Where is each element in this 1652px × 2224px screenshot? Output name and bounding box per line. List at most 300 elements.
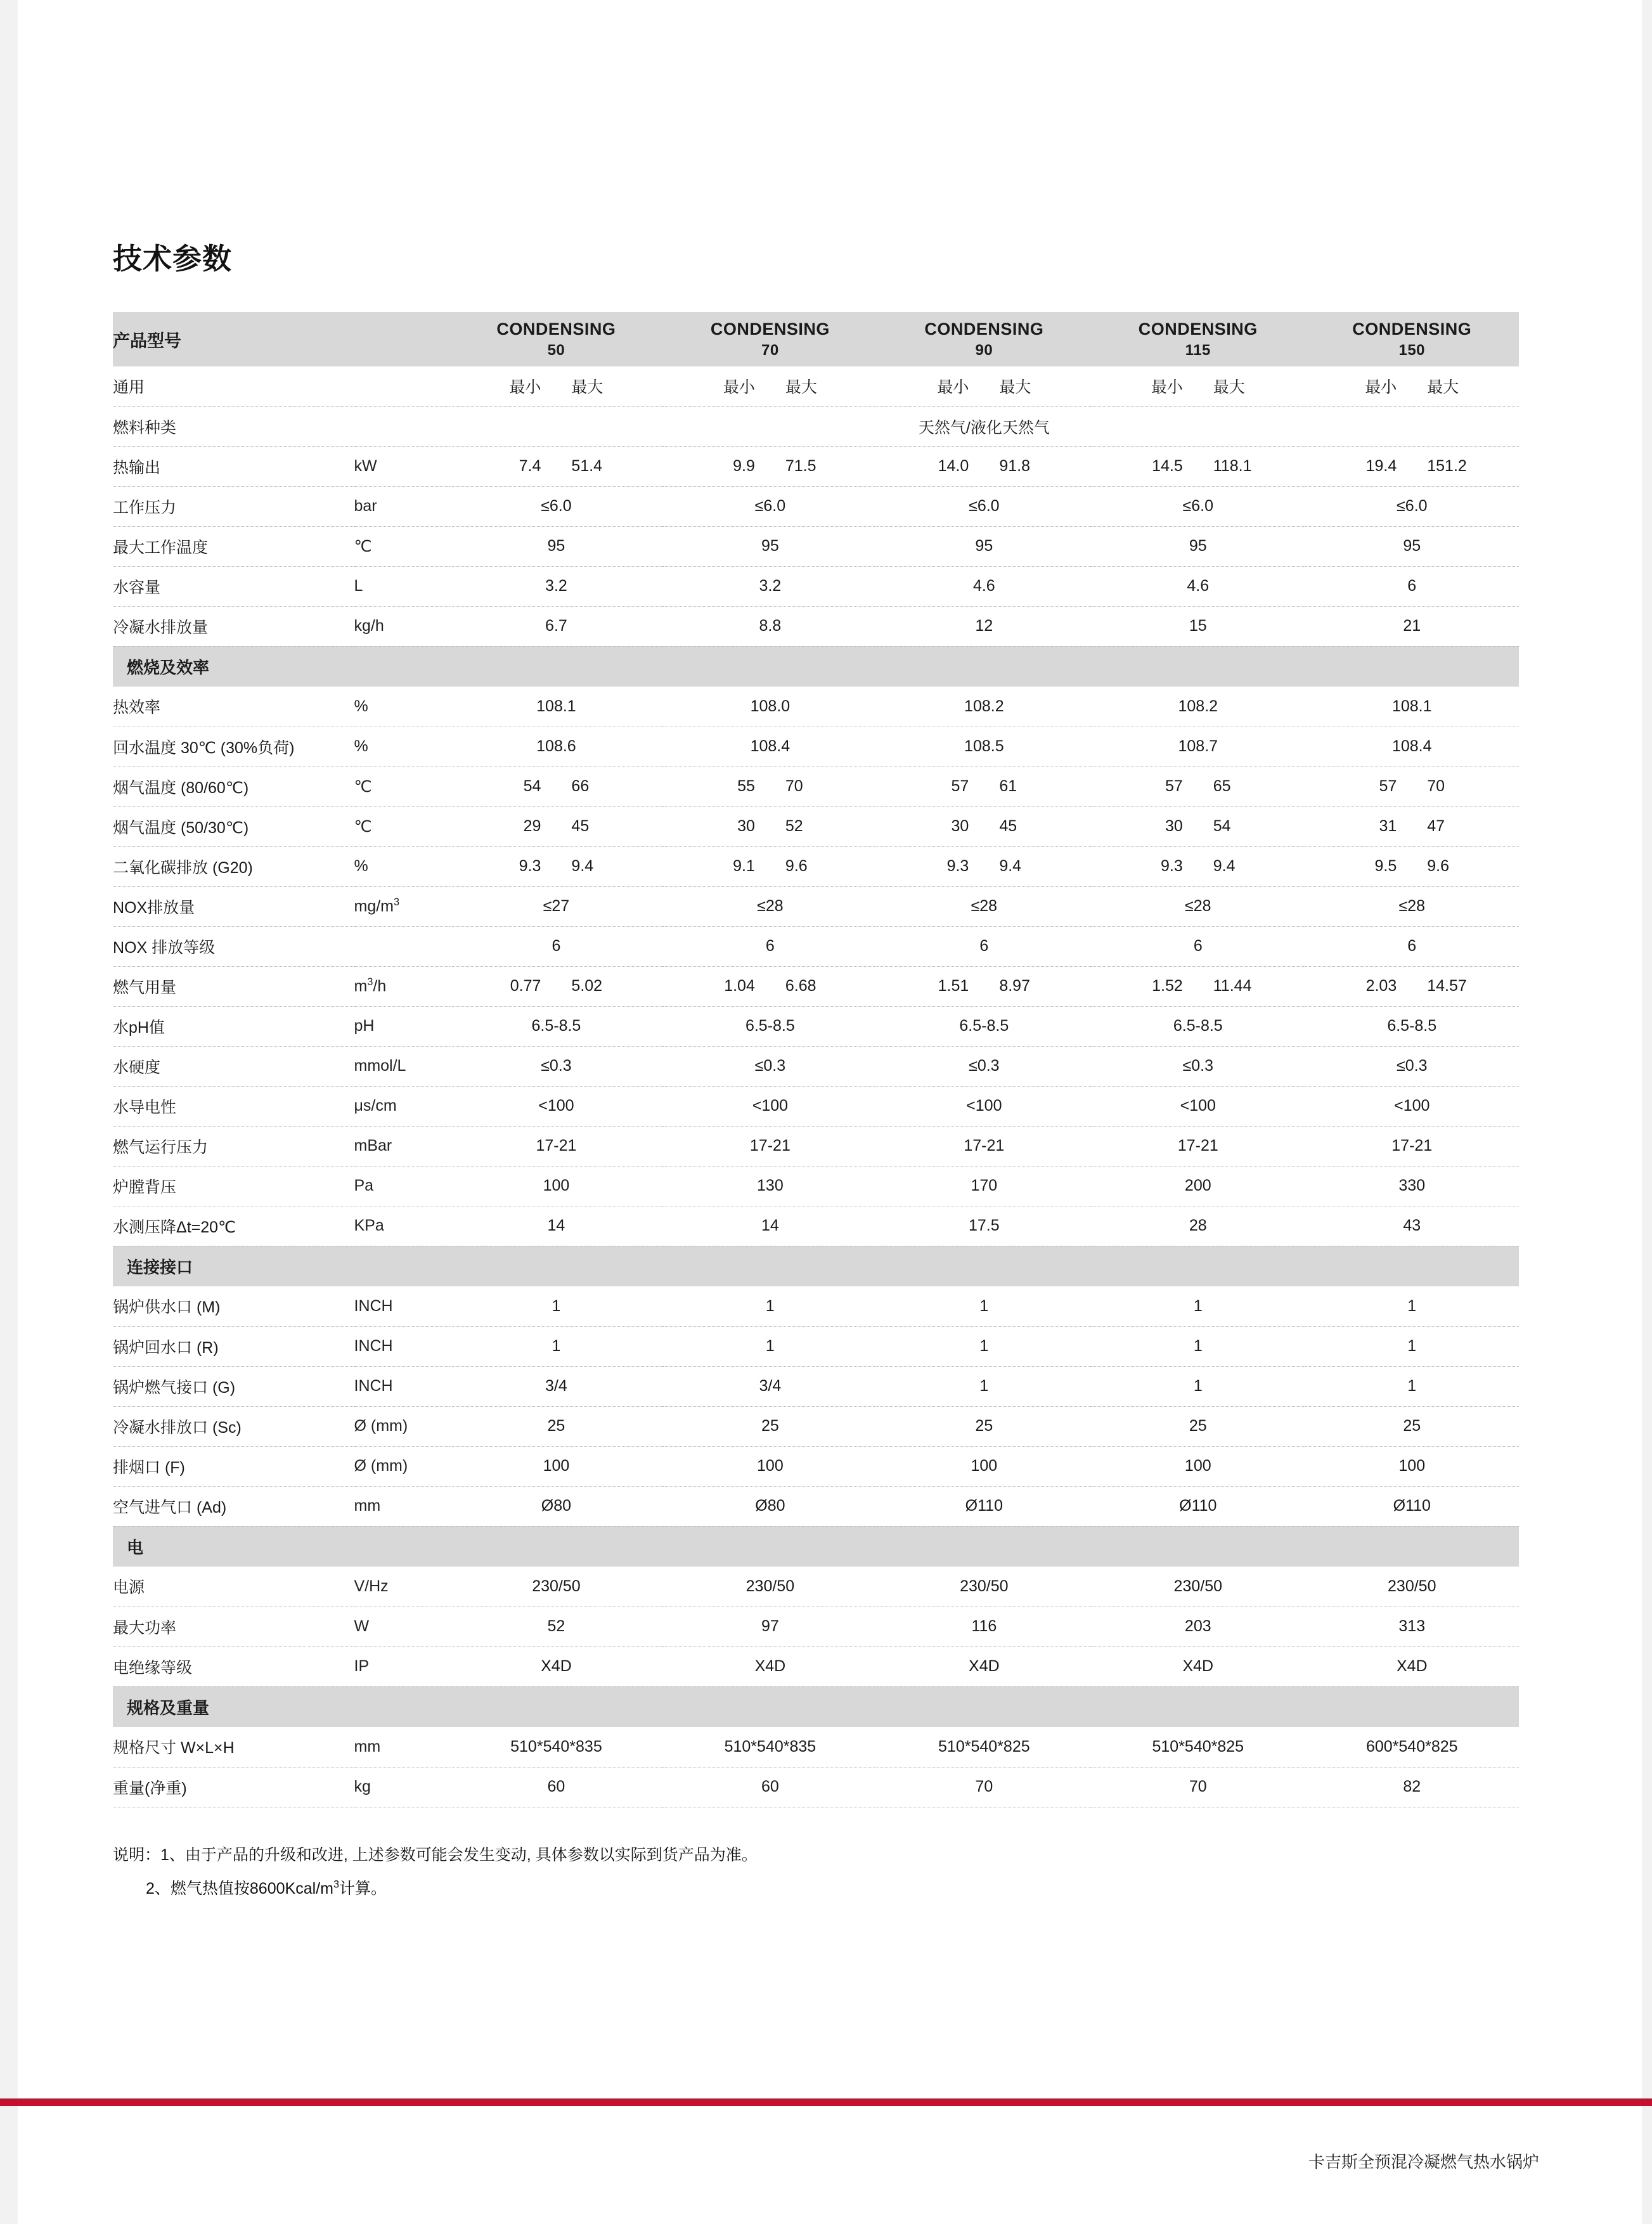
row-value-cell: 230/50: [449, 1567, 663, 1607]
row-unit: KPa: [354, 1206, 449, 1246]
row-label: 冷凝水排放口 (Sc): [113, 1406, 354, 1446]
row-value-cell: [877, 846, 1091, 886]
row-value-cell: 6.5-8.5: [449, 1006, 663, 1046]
row-value-cell: [1091, 446, 1305, 486]
section-title: 连接接口: [127, 1257, 193, 1277]
row-value-cell: 1: [1305, 1366, 1519, 1406]
row-unit: ℃: [354, 766, 449, 806]
row-unit: INCH: [354, 1286, 449, 1326]
row-unit: bar: [354, 486, 449, 526]
table-row: [113, 1446, 1519, 1486]
value-min: 1.52: [1152, 977, 1183, 995]
row-value-cell: 108.4: [1305, 727, 1519, 766]
value-max: 65: [1213, 777, 1231, 795]
row-value-cell: 15: [1091, 606, 1305, 646]
table-row: [113, 1046, 1519, 1086]
row-value-cell: [449, 446, 663, 486]
table-row: [113, 1006, 1519, 1046]
row-value-cell: 1: [449, 1326, 663, 1366]
row-value-cell: 12: [877, 606, 1091, 646]
row-value-cell: 4.6: [877, 566, 1091, 606]
section-header-row: [113, 1526, 1519, 1567]
value-max: 14.57: [1427, 977, 1467, 995]
row-value-cell: ≤0.3: [1305, 1046, 1519, 1086]
row-unit: mm: [354, 1486, 449, 1526]
value-max: 9.4: [1213, 857, 1236, 875]
row-value-cell: 17.5: [877, 1206, 1091, 1246]
row-value-cell: ≤0.3: [663, 1046, 877, 1086]
value-max: 47: [1427, 817, 1445, 835]
value-min: 57: [1165, 777, 1183, 795]
value-min: 1.51: [938, 977, 969, 995]
table-row: [113, 846, 1519, 886]
row-value-cell: [663, 806, 877, 846]
table-row: [113, 1767, 1519, 1807]
section-title: 电: [127, 1537, 144, 1557]
value-max: 91.8: [999, 457, 1030, 475]
row-value-cell: 510*540*835: [663, 1727, 877, 1767]
value-min: 9.5: [1374, 857, 1397, 875]
model-brand: CONDENSING: [496, 319, 616, 339]
model-number: 50: [547, 342, 565, 359]
table-row: [113, 566, 1519, 606]
row-unit: kW: [354, 446, 449, 486]
row-value-cell: 108.1: [1305, 687, 1519, 727]
row-label: 冷凝水排放量: [113, 606, 354, 646]
row-value-cell: [449, 846, 663, 886]
row-value-cell: 510*540*825: [877, 1727, 1091, 1767]
row-value-cell: 8.8: [663, 606, 877, 646]
row-value-cell: [1305, 366, 1519, 406]
row-value-cell: 100: [1091, 1446, 1305, 1486]
row-value-cell: ≤0.3: [1091, 1046, 1305, 1086]
row-value-cell: Ø110: [1091, 1486, 1305, 1526]
value-max: 9.6: [1427, 857, 1450, 875]
row-value-cell: 6: [1305, 926, 1519, 966]
row-value-cell: Ø110: [1305, 1486, 1519, 1526]
value-max: 70: [785, 777, 803, 795]
row-value-cell: 3.2: [663, 566, 877, 606]
row-label: 最大功率: [113, 1607, 354, 1646]
model-header-90: [877, 312, 1091, 366]
value-max: 52: [785, 817, 803, 835]
value-max: 51.4: [571, 457, 603, 475]
row-value-cell: 3/4: [663, 1366, 877, 1406]
row-value-cell: 200: [1091, 1166, 1305, 1206]
row-value-cell: 6.5-8.5: [877, 1006, 1091, 1046]
row-value-cell: 17-21: [1305, 1126, 1519, 1166]
row-unit: IP: [354, 1646, 449, 1686]
row-value-cell: 70: [877, 1767, 1091, 1807]
table-row: [113, 727, 1519, 766]
row-label: 锅炉燃气接口 (G): [113, 1366, 354, 1406]
row-value-cell: [877, 966, 1091, 1006]
model-header-150: [1305, 312, 1519, 366]
row-value-cell: 108.1: [449, 687, 663, 727]
page-left-edge: [0, 0, 18, 2224]
row-label: 规格尺寸 W×L×H: [113, 1727, 354, 1767]
page-title: 技术参数: [113, 242, 232, 275]
row-value-cell: 95: [1305, 526, 1519, 566]
row-value-cell: [877, 806, 1091, 846]
row-value-cell: 3/4: [449, 1366, 663, 1406]
value-max: 最大: [999, 378, 1031, 397]
row-value-cell: 25: [1305, 1406, 1519, 1446]
row-value-cell: 17-21: [449, 1126, 663, 1166]
row-label: 燃气用量: [113, 966, 354, 1006]
row-unit: mm: [354, 1727, 449, 1767]
row-value-cell: ≤28: [1305, 886, 1519, 926]
row-value-cell: [449, 766, 663, 806]
row-unit: [354, 926, 449, 966]
row-label: 电绝缘等级: [113, 1646, 354, 1686]
value-min: 9.3: [1161, 857, 1183, 875]
row-value-cell: Ø80: [663, 1486, 877, 1526]
row-value-cell: 6: [663, 926, 877, 966]
row-value-cell: [1091, 366, 1305, 406]
value-min: 54: [523, 777, 541, 795]
row-unit: kg/h: [354, 606, 449, 646]
row-value-cell: 6: [877, 926, 1091, 966]
row-label: 水pH值: [113, 1006, 354, 1046]
section-header-row: [113, 1686, 1519, 1727]
row-value-cell: <100: [449, 1086, 663, 1126]
row-value-cell: 170: [877, 1166, 1091, 1206]
row-value-cell: 17-21: [663, 1126, 877, 1166]
row-value-cell: [663, 966, 877, 1006]
row-label: 烟气温度 (50/30℃): [113, 806, 354, 846]
header-unit-cell: [354, 312, 449, 366]
value-max: 最大: [1427, 378, 1459, 397]
row-value-cell: 25: [663, 1406, 877, 1446]
row-unit: INCH: [354, 1366, 449, 1406]
row-label: 二氧化碳排放 (G20): [113, 846, 354, 886]
model-header-70: [663, 312, 877, 366]
model-number: 70: [761, 342, 779, 359]
row-value-cell: 25: [1091, 1406, 1305, 1446]
row-value-cell: 4.6: [1091, 566, 1305, 606]
row-value-cell: 100: [1305, 1446, 1519, 1486]
row-value-cell: 1: [877, 1286, 1091, 1326]
value-max: 54: [1213, 817, 1231, 835]
table-row: [113, 1326, 1519, 1366]
value-max: 9.6: [785, 857, 808, 875]
table-row: [113, 966, 1519, 1006]
row-label: 热输出: [113, 446, 354, 486]
value-min: 57: [1379, 777, 1397, 795]
model-brand: CONDENSING: [1352, 319, 1472, 339]
value-min: 19.4: [1365, 457, 1397, 475]
table-header-row: [113, 312, 1519, 366]
note-line-1: 说明：1、由于产品的升级和改进, 上述参数可能会发生变动, 具体参数以实际到货产品为准。: [113, 1846, 758, 1864]
row-label: 空气进气口 (Ad): [113, 1486, 354, 1526]
row-value-cell: 82: [1305, 1767, 1519, 1807]
row-value-cell: 1: [877, 1366, 1091, 1406]
value-min: 2.03: [1365, 977, 1397, 995]
row-value-cell: 95: [449, 526, 663, 566]
value-max: 最大: [1213, 378, 1245, 397]
value-min: 最小: [1151, 378, 1183, 397]
row-value-cell: [449, 966, 663, 1006]
value-min: 9.3: [946, 857, 969, 875]
row-value-cell: 108.2: [1091, 687, 1305, 727]
row-value-cell: ≤6.0: [1091, 486, 1305, 526]
value-min: 55: [737, 777, 755, 795]
table-row: [113, 366, 1519, 406]
row-value-cell: 6: [449, 926, 663, 966]
value-max: 70: [1427, 777, 1445, 795]
row-unit: $mg/m^3$: [354, 886, 449, 926]
row-value-cell: 70: [1091, 1767, 1305, 1807]
row-label: 水容量: [113, 566, 354, 606]
row-value-cell: 95: [877, 526, 1091, 566]
row-value-cell: Ø110: [877, 1486, 1091, 1526]
row-value-cell: 230/50: [663, 1567, 877, 1607]
row-unit: $m^3/h$: [354, 966, 449, 1006]
model-brand: CONDENSING: [1138, 319, 1258, 339]
row-value-cell: 95: [663, 526, 877, 566]
row-value-cell: 43: [1305, 1206, 1519, 1246]
row-value-cell: <100: [1305, 1086, 1519, 1126]
row-value-cell: [877, 446, 1091, 486]
row-unit: L: [354, 566, 449, 606]
row-value-cell: 108.4: [663, 727, 877, 766]
value-min: 14.5: [1152, 457, 1183, 475]
row-value-cell: 230/50: [1305, 1567, 1519, 1607]
row-value-cell: 230/50: [1091, 1567, 1305, 1607]
table-row: [113, 926, 1519, 966]
value-max: 61: [999, 777, 1017, 795]
row-label: 通用: [113, 366, 354, 406]
row-label: 排烟口 (F): [113, 1446, 354, 1486]
row-span-value: 天然气/液化天然气: [449, 406, 1519, 446]
value-max: 9.4: [999, 857, 1022, 875]
table-row: [113, 606, 1519, 646]
value-min: 0.77: [510, 977, 541, 995]
row-value-cell: [449, 806, 663, 846]
model-header-50: [449, 312, 663, 366]
row-unit: %: [354, 687, 449, 727]
footer-product-name: 卡吉斯全预混冷凝燃气热水锅炉: [1308, 2152, 1539, 2171]
row-unit: kg: [354, 1767, 449, 1807]
row-unit: mmol/L: [354, 1046, 449, 1086]
row-label: 水硬度: [113, 1046, 354, 1086]
value-min: 最小: [937, 378, 969, 397]
table-row: [113, 1646, 1519, 1686]
value-min: 9.9: [733, 457, 755, 475]
model-header-115: [1091, 312, 1305, 366]
row-value-cell: X4D: [449, 1646, 663, 1686]
row-label: NOX排放量: [113, 886, 354, 926]
footer-accent-bar: [0, 2098, 1652, 2106]
value-min: 最小: [723, 378, 755, 397]
row-value-cell: <100: [663, 1086, 877, 1126]
row-value-cell: <100: [1091, 1086, 1305, 1126]
row-label: 锅炉供水口 (M): [113, 1286, 354, 1326]
row-value-cell: [1091, 966, 1305, 1006]
row-value-cell: [663, 446, 877, 486]
row-value-cell: 14: [663, 1206, 877, 1246]
table-row: [113, 1126, 1519, 1166]
row-label: 炉膛背压: [113, 1166, 354, 1206]
row-value-cell: 100: [663, 1446, 877, 1486]
row-value-cell: 108.7: [1091, 727, 1305, 766]
row-value-cell: 95: [1091, 526, 1305, 566]
row-label: 燃气运行压力: [113, 1126, 354, 1166]
value-max: 6.68: [785, 977, 816, 995]
table-row: [113, 486, 1519, 526]
row-value-cell: ≤6.0: [877, 486, 1091, 526]
row-value-cell: 100: [877, 1446, 1091, 1486]
row-value-cell: 600*540*825: [1305, 1727, 1519, 1767]
row-value-cell: [1305, 966, 1519, 1006]
row-label: 热效率: [113, 687, 354, 727]
table-row: [113, 1567, 1519, 1607]
row-value-cell: ≤6.0: [663, 486, 877, 526]
value-min: 14.0: [938, 457, 969, 475]
row-value-cell: [1305, 806, 1519, 846]
row-value-cell: 1: [877, 1326, 1091, 1366]
value-max: 45: [999, 817, 1017, 835]
table-row: [113, 886, 1519, 926]
row-value-cell: 25: [449, 1406, 663, 1446]
row-value-cell: 21: [1305, 606, 1519, 646]
value-min: 57: [951, 777, 969, 795]
table-row: [113, 766, 1519, 806]
row-value-cell: [663, 766, 877, 806]
table-row: [113, 446, 1519, 486]
row-value-cell: 100: [449, 1166, 663, 1206]
row-value-cell: 6.7: [449, 606, 663, 646]
specification-table: [113, 312, 1519, 1807]
row-value-cell: 1: [1305, 1326, 1519, 1366]
row-label: 燃料种类: [113, 406, 354, 446]
row-value-cell: 52: [449, 1607, 663, 1646]
value-max: 5.02: [571, 977, 603, 995]
table-row: [113, 1086, 1519, 1126]
row-value-cell: X4D: [1305, 1646, 1519, 1686]
row-label: 工作压力: [113, 486, 354, 526]
row-value-cell: 1: [1091, 1366, 1305, 1406]
table-row: [113, 1406, 1519, 1446]
section-title: 燃烧及效率: [127, 657, 210, 677]
row-value-cell: 60: [449, 1767, 663, 1807]
row-label: 电源: [113, 1567, 354, 1607]
row-value-cell: 203: [1091, 1607, 1305, 1646]
row-value-cell: [877, 766, 1091, 806]
row-label: 水测压降Δt=20℃: [113, 1206, 354, 1246]
value-min: 30: [1165, 817, 1183, 835]
row-value-cell: 1: [663, 1326, 877, 1366]
table-row: [113, 1607, 1519, 1646]
row-value-cell: ≤28: [663, 886, 877, 926]
model-brand: CONDENSING: [924, 319, 1044, 339]
row-unit: [354, 406, 449, 446]
row-value-cell: 1: [1091, 1286, 1305, 1326]
row-value-cell: [663, 366, 877, 406]
row-value-cell: 108.2: [877, 687, 1091, 727]
row-value-cell: 108.0: [663, 687, 877, 727]
row-value-cell: X4D: [663, 1646, 877, 1686]
row-unit: Pa: [354, 1166, 449, 1206]
row-value-cell: [877, 366, 1091, 406]
row-value-cell: ≤0.3: [877, 1046, 1091, 1086]
row-value-cell: ≤27: [449, 886, 663, 926]
value-max: 71.5: [785, 457, 816, 475]
row-value-cell: X4D: [1091, 1646, 1305, 1686]
row-value-cell: 17-21: [877, 1126, 1091, 1166]
section-title: 规格及重量: [127, 1698, 210, 1717]
row-label: NOX 排放等级: [113, 926, 354, 966]
row-value-cell: 108.6: [449, 727, 663, 766]
table-row: [113, 526, 1519, 566]
value-min: 30: [737, 817, 755, 835]
row-value-cell: 330: [1305, 1166, 1519, 1206]
row-value-cell: 116: [877, 1607, 1091, 1646]
row-value-cell: 3.2: [449, 566, 663, 606]
row-unit: [354, 366, 449, 406]
row-value-cell: 6.5-8.5: [1305, 1006, 1519, 1046]
value-min: 1.04: [724, 977, 755, 995]
row-value-cell: [1091, 806, 1305, 846]
notes-block: [113, 1839, 758, 1905]
row-unit: μs/cm: [354, 1086, 449, 1126]
row-value-cell: 6.5-8.5: [663, 1006, 877, 1046]
row-value-cell: 100: [449, 1446, 663, 1486]
value-min: 7.4: [519, 457, 541, 475]
value-min: 最小: [509, 378, 541, 397]
model-number: 150: [1398, 342, 1426, 359]
row-value-cell: 25: [877, 1406, 1091, 1446]
table-row: [113, 1206, 1519, 1246]
row-value-cell: 108.5: [877, 727, 1091, 766]
row-label: 锅炉回水口 (R): [113, 1326, 354, 1366]
row-value-cell: [449, 366, 663, 406]
header-label-cell: 产品型号: [113, 331, 181, 351]
row-value-cell: X4D: [877, 1646, 1091, 1686]
value-max: 45: [571, 817, 590, 835]
table-row: [113, 1727, 1519, 1767]
row-label: 回水温度 30℃ (30%负荷): [113, 727, 354, 766]
row-unit: W: [354, 1607, 449, 1646]
model-brand: CONDENSING: [710, 319, 830, 339]
note-line-2: 2、燃气热值按$8600Kcal/m^3$计算。: [146, 1878, 387, 1898]
row-unit: V/Hz: [354, 1567, 449, 1607]
row-value-cell: 6: [1091, 926, 1305, 966]
value-min: 最小: [1365, 378, 1397, 397]
page-right-edge: [1642, 0, 1652, 2224]
row-unit: INCH: [354, 1326, 449, 1366]
row-value-cell: ≤28: [877, 886, 1091, 926]
row-value-cell: 510*540*835: [449, 1727, 663, 1767]
value-max: 11.44: [1213, 977, 1252, 995]
row-value-cell: 1: [449, 1286, 663, 1326]
table-row: [113, 1486, 1519, 1526]
row-value-cell: <100: [877, 1086, 1091, 1126]
row-value-cell: 130: [663, 1166, 877, 1206]
row-value-cell: 230/50: [877, 1567, 1091, 1607]
row-unit: Ø (mm): [354, 1446, 449, 1486]
value-max: 8.97: [999, 977, 1030, 995]
table-row: [113, 806, 1519, 846]
value-max: 66: [571, 777, 590, 795]
row-unit: %: [354, 846, 449, 886]
table-row: [113, 1286, 1519, 1326]
value-min: 30: [951, 817, 969, 835]
table-row: [113, 406, 1519, 446]
value-max: 最大: [571, 378, 603, 397]
row-value-cell: [1305, 766, 1519, 806]
